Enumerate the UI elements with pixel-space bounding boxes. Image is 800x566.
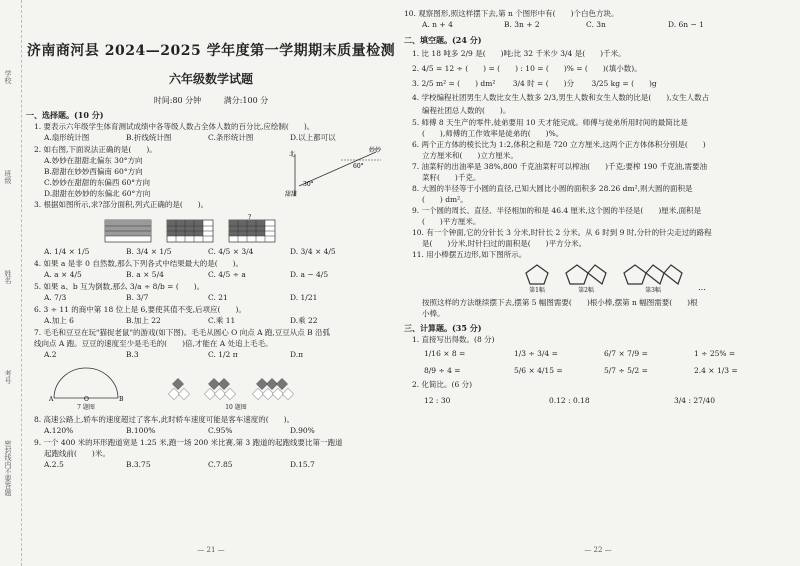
fill-7-line-1: 7. 油菜籽的出油率是 38%,800 千克油菜籽可以榨油( )千克;要榨 190 千克油,需要油: [412, 162, 708, 171]
pentagon-figure-3: [622, 263, 684, 294]
option[interactable]: D. 3/4 × 4/5: [290, 247, 336, 256]
fill-11-line-3: 小棒。: [422, 309, 445, 318]
option[interactable]: A. 1/4 × 1/5: [44, 247, 90, 256]
option[interactable]: C. 4/5 ÷ a: [208, 270, 246, 279]
fill-7-line-2: 菜籽( )千克。: [422, 173, 481, 182]
calc-1-items: [424, 349, 792, 375]
option[interactable]: C. 21: [208, 293, 228, 302]
margin-school: 学校: [4, 70, 12, 84]
calc-item[interactable]: 5/6 × 4/15 =: [514, 366, 563, 375]
svg-text:?: ?: [248, 214, 252, 221]
exam-score: 满分:100 分: [223, 96, 269, 105]
ratio-item[interactable]: 12 : 30: [424, 396, 451, 405]
fill-4-line-1: 4. 学校编程社团男生人数比女生人数多 2/3,男生人数和女生人数的比是( ),女生人数占: [412, 93, 710, 102]
fill-9-line-2: ( )平方厘米。: [422, 217, 481, 226]
option[interactable]: D. 1/21: [290, 293, 318, 302]
fill-6-line-1: 6. 两个正方体的棱长比为 1:2,体积之和是 720 立方厘米,这两个正方体体积分别是( ): [412, 140, 706, 149]
option[interactable]: A. a × 4/5: [44, 270, 82, 279]
question-2-option-d[interactable]: D.甜甜在妙妙的东偏北 60°方向: [44, 189, 151, 198]
pentagon-figure-1: [524, 263, 550, 294]
exam-title: 济南商河县 2024—2025 学年度第一学期期末质量检测: [26, 43, 396, 59]
fill-5-line-2: ( ),师傅的工作效率是徒弟的( )%。: [422, 129, 564, 138]
area-figures: [104, 213, 396, 243]
angle-30-label: 30°: [303, 181, 314, 188]
calc-item[interactable]: 6/7 × 7/9 =: [604, 349, 648, 358]
question-4: 4. 如果 a 是非 0 自然数,那么下列各式中结果最大的是( )。: [34, 259, 244, 268]
pentagon-caption-3: 第3幅: [645, 287, 661, 294]
miaomiao-label: 妙妙: [369, 147, 382, 154]
page-number-right: — 22 —: [584, 546, 612, 554]
option[interactable]: D.15.7: [290, 460, 315, 469]
calc-item[interactable]: 8/9 ÷ 4 =: [424, 366, 461, 375]
option[interactable]: C. 4/5 × 3/4: [208, 247, 254, 256]
exam-info: [26, 95, 396, 106]
option[interactable]: C.条形统计图: [208, 133, 254, 142]
question-1: 1. 要表示六年级学生体育测试成绩中各等级人数占全体人数的百分比,应绘制( )。: [34, 122, 315, 131]
calc-item[interactable]: 1 ÷ 25% =: [694, 349, 736, 358]
option[interactable]: C.7.85: [208, 460, 233, 469]
question-8: 8. 高速公路上,轿车的速度超过了客车,此时轿车速度可能是客车速度的( )。: [34, 415, 295, 424]
semicircle-figure: [46, 364, 126, 411]
option[interactable]: B.100%: [126, 426, 156, 435]
figure-10-caption: 10 题图: [225, 404, 247, 411]
fill-2: 2. 4/5 = 12 ÷ ( ) = ( ) : 10 = ( )% = ( )(填小数)。: [412, 64, 642, 73]
calc-2-items: [424, 396, 792, 405]
point-b-label: B: [119, 396, 124, 402]
fill-11-line-2: 按照这样的方法继续摆下去,摆第 5 幅图需要( )根小棒,摆第 n 幅图需要( )根: [422, 298, 698, 307]
option[interactable]: B.加上 22: [126, 316, 161, 325]
north-label: 北: [289, 151, 296, 158]
option[interactable]: D.以上都可以: [290, 133, 336, 142]
option[interactable]: B. 3/4 × 1/5: [126, 247, 172, 256]
fill-3: 3. 2/5 m² = ( ) dm² 3/4 时 = ( )分 3/25 kg = ( )g: [412, 79, 657, 88]
option[interactable]: C. 3n: [586, 20, 606, 29]
question-2: 2. 如右图,下面说法正确的是( )。: [34, 145, 157, 154]
margin-id: 考号: [4, 370, 12, 384]
question-4-options: [44, 269, 396, 281]
option[interactable]: B.3.75: [126, 460, 151, 469]
calc-2-heading: 2. 化简比。(6 分): [412, 380, 473, 389]
tiantian-label: 甜甜: [285, 191, 298, 198]
option[interactable]: B. 3/7: [126, 293, 149, 302]
question-3: 3. 根据如图所示,求?部分面积,列式正确的是( )。: [34, 200, 209, 209]
fill-8-line-1: 8. 大圆的半径等于小圆的直径,已知大圆比小圆的面积多 28.26 dm²,则大圆的面积是: [412, 184, 693, 193]
question-7-line-1: 7. 毛毛和豆豆在玩"猫捉老鼠"的游戏(如下图)。毛毛从圆心 O 向点 A 跑,豆豆从点 B 沿弧: [34, 328, 331, 337]
diamond-pattern-figure: [166, 378, 306, 411]
binding-margin: [0, 0, 22, 566]
option[interactable]: A. 7/3: [44, 293, 67, 302]
question-1-options: [44, 132, 396, 144]
svg-text:⋯: ⋯: [698, 285, 706, 294]
option[interactable]: D.90%: [290, 426, 315, 435]
question-10: 10. 观察图形,照这样摆下去,第 n 个图形中有( )个白色方块。: [404, 9, 619, 18]
fill-4-line-2: 编程社团总人数的( )。: [422, 106, 511, 115]
question-5-options: [44, 292, 396, 304]
question-8-options: [44, 425, 396, 437]
option[interactable]: C.乘 11: [208, 316, 236, 325]
question-3-options: [44, 246, 396, 258]
option[interactable]: D. 6n − 1: [668, 20, 704, 29]
margin-name: 姓名: [4, 270, 12, 284]
option[interactable]: A.2: [44, 350, 57, 359]
question-7-line-2: 线向点 A 跑。豆豆的速度至少是毛毛的( )倍,才能在 A 处追上毛毛。: [34, 339, 273, 348]
figure-7-caption: 7 题图: [77, 404, 95, 411]
option[interactable]: C.95%: [208, 426, 233, 435]
margin-class: 班级: [4, 170, 12, 184]
option[interactable]: A. n + 4: [422, 20, 453, 29]
calc-item[interactable]: 2.4 × 1/3 =: [694, 366, 738, 375]
fill-9-line-1: 9. 一个圆的周长、直径、半径相加的和是 46.4 厘米,这个圆的半径是( )厘米,面积是: [412, 206, 702, 215]
option[interactable]: A.扇形统计图: [44, 133, 90, 142]
question-9-line-1: 9. 一个 400 米的环形跑道宽是 1.25 米,跑一场 200 米比赛,第 3 跑道的起跑线要比第一跑道: [34, 438, 343, 447]
option[interactable]: A.加上 6: [44, 316, 74, 325]
question-6: 6. 3 ÷ 11 的商中第 18 位上是 6,要使其值不变,后项应( )。: [34, 305, 246, 314]
pentagon-figure-2: [564, 263, 608, 294]
page-right: [404, 8, 792, 558]
question-9-options: [44, 459, 396, 471]
option[interactable]: A.120%: [44, 426, 74, 435]
ellipsis-icon: [698, 284, 718, 294]
question-2-option-b[interactable]: B.甜甜在妙妙西偏南 60°方向: [44, 167, 143, 176]
option[interactable]: D. a − 4/5: [290, 270, 329, 279]
margin-notice: 密封线内不要答题: [4, 440, 12, 496]
pentagon-caption-2: 第2幅: [578, 287, 594, 294]
point-a-label: A: [49, 396, 54, 402]
option[interactable]: C. 1/2 π: [208, 350, 238, 359]
calc-item[interactable]: 5/7 ÷ 5/2 =: [604, 366, 648, 375]
page-left: [26, 8, 396, 558]
section-calc-heading: 三、计算题。(35 分): [404, 323, 482, 333]
calc-1-heading: 1. 直接写出得数。(8 分): [412, 335, 495, 344]
option[interactable]: B.3: [126, 350, 139, 359]
fill-6-line-2: 立方厘米和( )立方厘米。: [422, 151, 518, 160]
question-10-options: [422, 19, 792, 31]
calc-item[interactable]: 1/3 ÷ 3/4 =: [514, 349, 558, 358]
pentagon-caption-1: 第1幅: [529, 287, 545, 294]
option[interactable]: B. 3n + 2: [504, 20, 540, 29]
question-mark-figure: [228, 213, 276, 243]
question-9-line-2: 起跑线前( )米。: [44, 449, 110, 458]
ratio-item[interactable]: 3/4 : 27/40: [674, 396, 715, 405]
grid-figure: [166, 219, 214, 243]
fill-8-line-2: ( ) dm²。: [422, 195, 468, 204]
section-fill-heading: 二、填空题。(24 分): [404, 35, 482, 45]
question-5: 5. 如果 a、b 互为倒数,那么 3/a ÷ 8/b = ( )。: [34, 282, 205, 291]
direction-diagram: [281, 146, 391, 198]
option[interactable]: B. a × 5/4: [126, 270, 164, 279]
angle-60-label: 60°: [353, 163, 364, 170]
fill-1: 1. 比 18 吨多 2/9 是( )吨;比 32 千米少 3/4 是( )千米。: [412, 49, 626, 58]
question-2-option-c[interactable]: C.妙妙在甜甜的东偏西 60°方向: [44, 178, 151, 187]
fill-10-line-2: 是( )分米,时针扫过的面积是( )平方分米。: [422, 239, 587, 248]
option[interactable]: D.π: [290, 350, 304, 359]
fill-10-line-1: 10. 有一个钟面,它的分针长 3 分米,时针长 2 分米。从 6 时到 9 时,分针的针尖走过的路程: [412, 228, 712, 237]
question-7-options: [44, 349, 396, 361]
section-choice-heading: 一、选择题。(10 分): [26, 110, 104, 120]
exam-subtitle: 六年级数学试题: [168, 72, 253, 86]
exam-time: 时间:80 分钟: [153, 96, 202, 105]
pentagon-figures: [524, 263, 792, 294]
point-o-label: O: [84, 396, 89, 402]
option[interactable]: B.折线统计图: [126, 133, 172, 142]
fill-5-line-1: 5. 师傅 8 天生产的零件,徒弟要用 10 天才能完成。师傅与徒弟所用时间的最简比是: [412, 118, 688, 127]
option[interactable]: D.乘 22: [290, 316, 318, 325]
fill-11: 11. 用小棒摆五边形,如下图所示。: [412, 250, 527, 259]
ratio-item[interactable]: 0.12 : 0.18: [549, 396, 590, 405]
page-number-left: — 21 —: [197, 546, 225, 554]
question-2-option-a[interactable]: A.妙妙在甜甜北偏东 30°方向: [44, 156, 143, 165]
calc-item[interactable]: 1/16 × 8 =: [424, 349, 466, 358]
option[interactable]: A.2.5: [44, 460, 64, 469]
q7-q10-figures: [46, 364, 396, 411]
strip-figure: [104, 219, 152, 243]
question-6-options: [44, 315, 396, 327]
